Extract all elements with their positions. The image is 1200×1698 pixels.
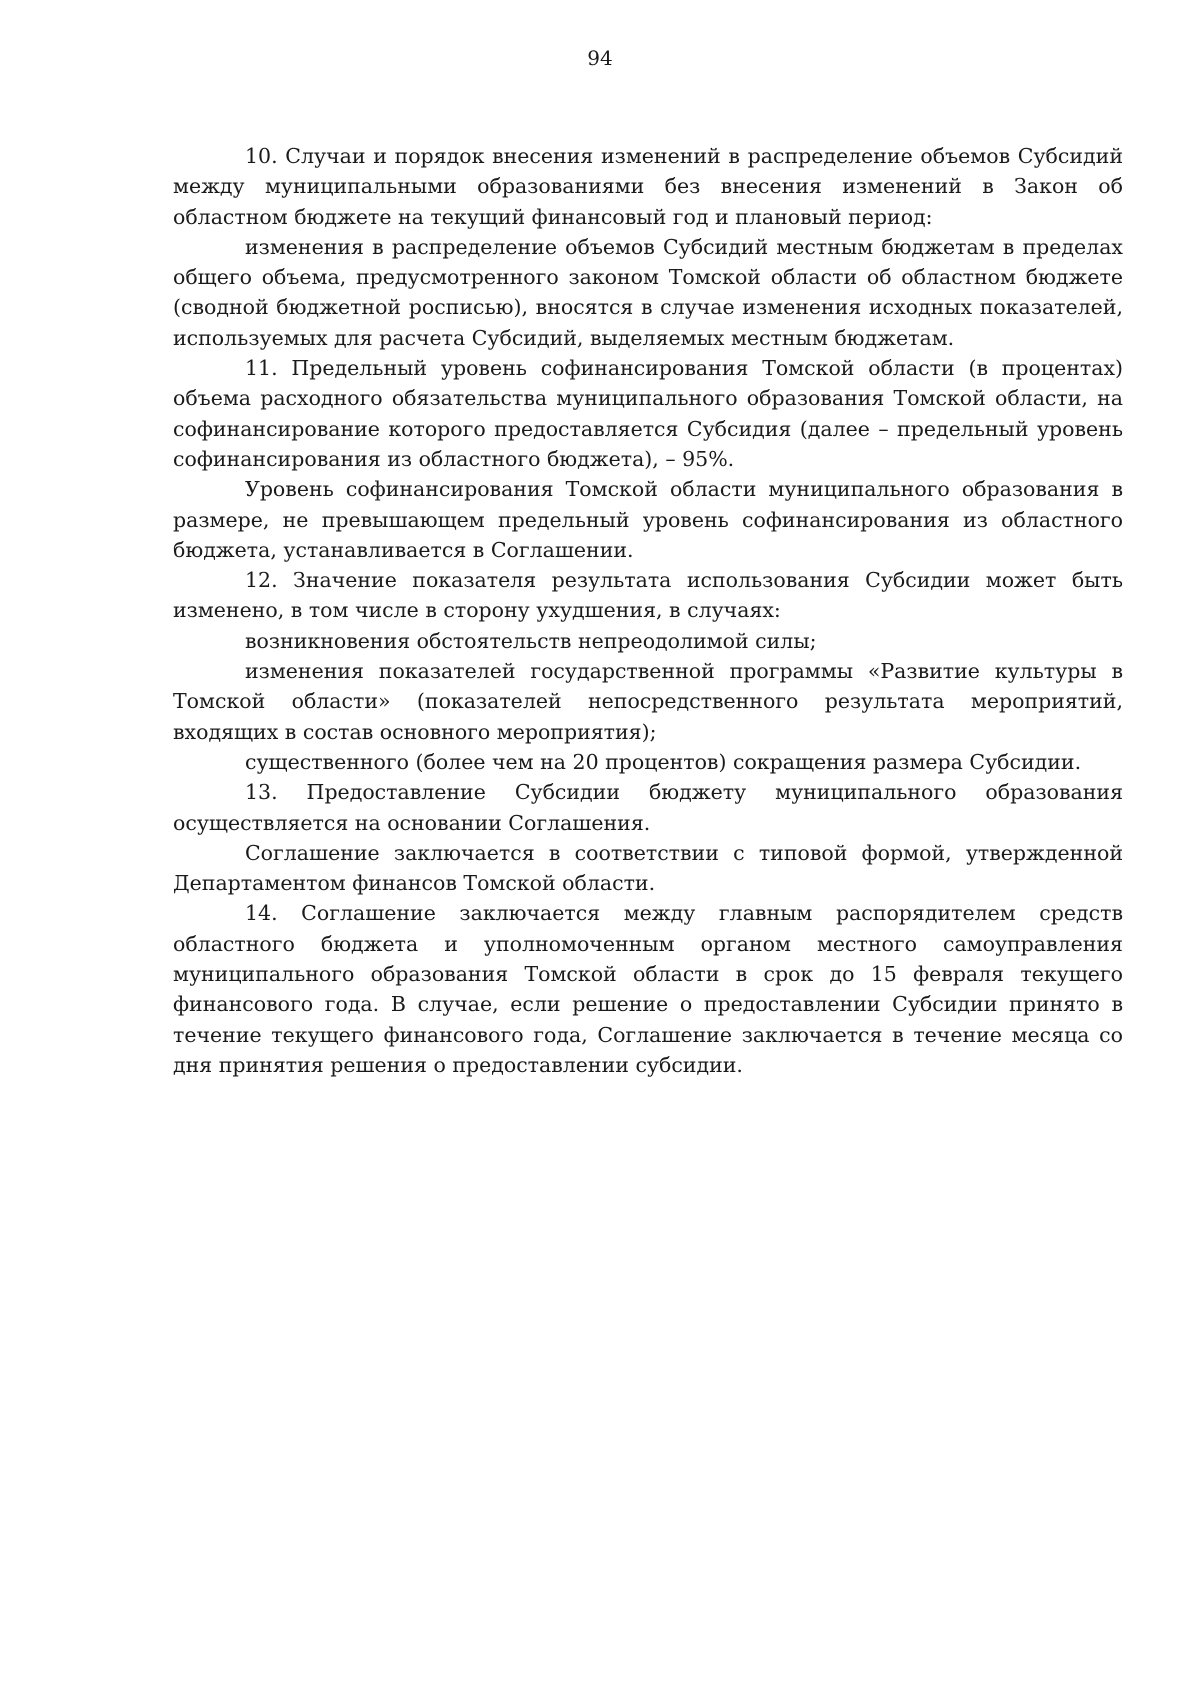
document-body xyxy=(173,141,1123,1080)
paragraph-10: 10. Случаи и порядок внесения изменений в распределение объемов Субсидий между муниципальными образованиями без внесения изменений в Закон об областном бюджете на текущий финансовый год и плановый период: xyxy=(173,144,1123,229)
paragraph-11: 11. Предельный уровень софинансирования Томской области (в процентах) объема расходного обязательства муниципального образования Томской области, на софинансирование которого предоставляется Субсидия (далее – предельный уровень софинансирования из областного бюджета), – 95%. xyxy=(173,356,1123,471)
paragraph-10-changes: изменения в распределение объемов Субсидий местным бюджетам в пределах общего объема, предусмотренного законом Томской области об областном бюджете (сводной бюджетной росписью), вносятся в случае изменения исходных показателей, используемых для расчета Субсидий, выделяемых местным бюджетам. xyxy=(173,234,1123,350)
paragraph-12: 12. Значение показателя результата использования Субсидии может быть изменено, в том числе в сторону ухудшения, в случаях: xyxy=(173,568,1123,623)
paragraph-12-case-program-indicators: изменения показателей государственной программы «Развитие культуры в Томской области» (показателей непосредственного результата мероприятий, входящих в состав основного мероприятия); xyxy=(173,659,1123,744)
paragraph-11-cofinancing-level: Уровень софинансирования Томской области муниципального образования в размере, не превышающем предельный уровень софинансирования из областного бюджета, устанавливается в Соглашении. xyxy=(173,477,1123,562)
paragraph-14: 14. Соглашение заключается между главным распорядителем средств областного бюджета и уполномоченным органом местного самоуправления муниципального образования Томской области в срок до 15 февраля текущего финансового года. В случае, если решение о предоставлении Субсидии принято в течение текущего финансового года, Соглашение заключается в течение месяца со дня принятия решения о предоставлении субсидии. xyxy=(173,901,1123,1077)
paragraph-13: 13. Предоставление Субсидии бюджету муниципального образования осуществляется на основании Соглашения. xyxy=(173,780,1123,835)
paragraph-13-agreement-form: Соглашение заключается в соответствии с типовой формой, утвержденной Департаментом финансов Томской области. xyxy=(173,840,1123,896)
paragraph-12-case-force-majeure: возникновения обстоятельств непреодолимой силы; xyxy=(245,628,817,653)
paragraph-12-case-subsidy-reduction: существенного (более чем на 20 процентов) сокращения размера Субсидии. xyxy=(245,749,1082,774)
page-number: 94 xyxy=(587,46,613,70)
